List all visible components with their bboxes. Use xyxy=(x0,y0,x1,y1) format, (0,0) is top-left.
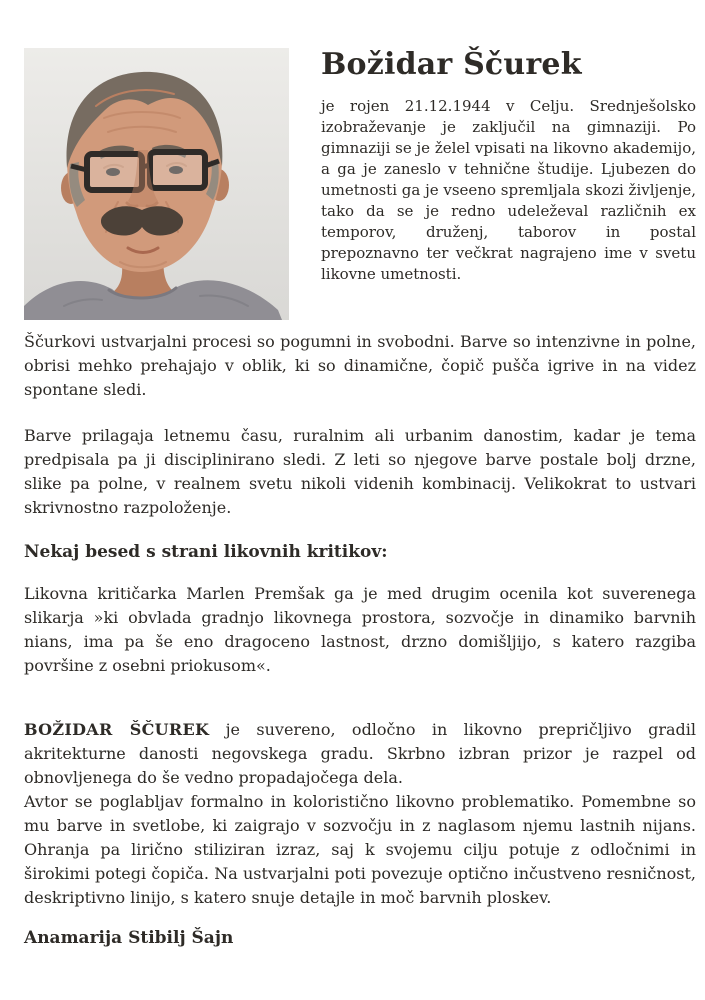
portrait-photo xyxy=(24,48,289,320)
paragraph-color-approach: Barve prilagaja letnemu času, ruralnim ali urbanim danostim, kadar je tema predpisala pa ji disciplinirano sledi. Z leti so njegove barve postale bolj drzne, slike pa polne, v realnem svetu nikoli videnih kombinacij. Velikokrat to ustvari skrivnostno razpoloženje. xyxy=(24,426,696,517)
paragraph-creative-process: Ščurkovi ustvarjalni procesi so pogumni in svobodni. Barve so intenzivne in polne, obrisi mehko prehajajo v oblik, ki so dinamične, čopič pušča igrive in na videz spontane sledi. xyxy=(24,332,696,399)
paragraph-critic-review-continued: Avtor se poglabljav formalno in koloristično likovno problematiko. Pomembne so mu barve in svetlobe, ki zaigrajo v sozvočju in z naglasom njemu lastnih nijans. Ohranja pa lirično stiliziran izraz, saj k svojemu cilju potuje z odločnimi in širokimi potegi čopiča. Na ustvarjalni poti povezuje optično inčustveno resničnost, deskriptivno linijo, s katero snuje detajle in moč barvnih ploskev. xyxy=(24,792,696,907)
portrait-illustration xyxy=(24,48,289,320)
signature-author: Anamarija Stibilj Šajn xyxy=(24,928,234,948)
bio-paragraph: je rojen 21.12.1944 v Celju. Srednješolsko izobraževanje je zaključil na gimnaziji. Po gimnaziji se je želel vpisati na likovno akademijo, a ga je zaneslo v tehnične študije. Ljubezen do umetnosti ga je vseeno spremljala skozi življenje, tako da se je redno udeleževal različnih ex temporov, druženj, taborov in postal prepoznavno ter večkrat nagrajeno ime v svetu likovne umetnosti. xyxy=(321,97,696,283)
paragraph-critic-review xyxy=(24,718,696,790)
critics-heading: Nekaj besed s strani likovnih kritikov: xyxy=(24,542,388,562)
paragraph-critic-premsak: Likovna kritičarka Marlen Premšak ga je med drugim ocenila kot suverenega slikarja »ki obvlada gradnjo likovnega prostora, sozvočje in dinamiko barvnih nians, ima pa še eno dragoceno lastnost, drzno domišljijo, s katero razgiba površine z osebni priokusom«. xyxy=(24,584,696,675)
article-body xyxy=(24,330,696,950)
header xyxy=(24,48,696,320)
paragraph-critic-review-text: je suvereno, odločno in likovno prepričljivo gradil akritekturne danosti negovskega gradu. Skrbno izbran prizor je razpel od obnovljenega do še vedno propadajočega dela. xyxy=(24,720,697,787)
intro-column xyxy=(321,48,696,285)
page-title: Božidar Ščurek xyxy=(321,47,582,82)
author-name-lead: BOŽIDAR ŠČUREK xyxy=(24,720,210,739)
